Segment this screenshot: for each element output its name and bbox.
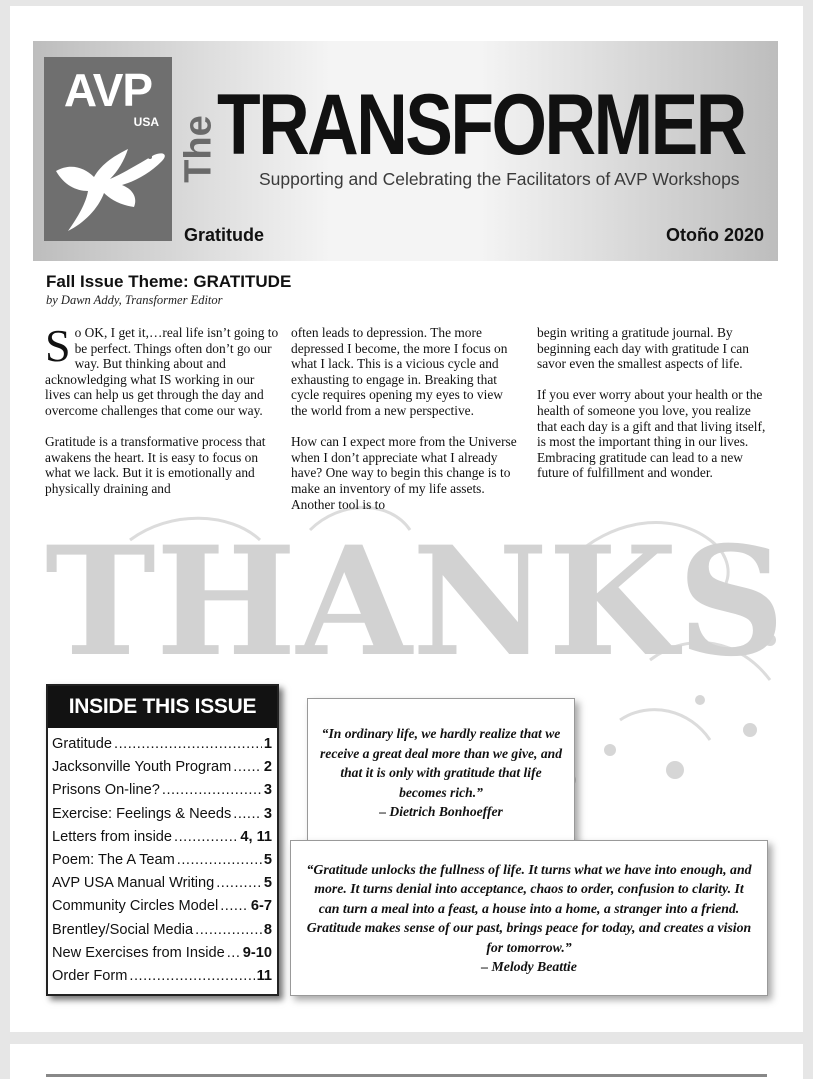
column-1-paragraph-2: Gratitude is a transformative process that awakens the heart. It is easy to focus on what we lack. But it is emotionally and physically draining and — [45, 434, 266, 496]
quote-1-author: – Dietrich Bonhoeffer — [379, 804, 503, 820]
avp-usa-logo — [44, 57, 172, 241]
masthead — [33, 41, 778, 261]
the-word-vertical — [177, 99, 220, 199]
column-3-paragraph-2: If you ever worry about your health or the health of someone you love, you realize that each day is a gift and that living itself, is most the important thing in our lives. Embracing gratitude can lead to a new future of fulfillment and wonder. — [537, 387, 766, 481]
toc-item-label: Poem: The A Team — [52, 851, 175, 868]
toc-leader-dots — [227, 945, 241, 961]
toc-leader-dots — [114, 736, 262, 752]
toc-item-page: 5 — [263, 851, 272, 868]
article-headline: Fall Issue Theme: GRATITUDE — [46, 272, 292, 291]
toc-item-label: Prisons On-line? — [52, 782, 160, 799]
toc-item-label: Exercise: Feelings & Needs — [52, 805, 232, 822]
toc-item — [52, 759, 272, 782]
issue-theme: Gratitude — [184, 225, 265, 245]
toc-item — [52, 736, 272, 759]
toc-leader-dots — [233, 759, 262, 775]
article-byline: by Dawn Addy, Transformer Editor — [46, 293, 223, 307]
toc-item — [52, 782, 272, 805]
toc-item-page: 2 — [263, 759, 272, 776]
inside-heading: INSIDE THIS ISSUE — [48, 686, 277, 728]
toc-item — [52, 968, 272, 991]
article-column-1 — [45, 320, 281, 512]
toc-leader-dots — [233, 806, 262, 822]
toc-leader-dots — [195, 922, 262, 938]
toc-item — [52, 875, 272, 898]
toc-leader-dots — [174, 829, 238, 845]
toc-item-page: 8 — [263, 921, 272, 938]
toc-item — [52, 829, 272, 852]
the-word-text: The — [177, 115, 220, 183]
newsletter-title: TRANSFORMER — [217, 77, 745, 173]
toc-leader-dots — [129, 968, 254, 984]
toc-item-page: 3 — [263, 782, 272, 799]
thanks-background-word — [30, 530, 800, 670]
toc-item-page: 11 — [256, 967, 272, 984]
quote-beattie — [290, 840, 768, 996]
toc-item-page: 4, 11 — [240, 828, 272, 845]
toc-item-label: Order Form — [52, 967, 128, 984]
newsletter-subtitle: Supporting and Celebrating the Facilitators of AVP Workshops — [259, 169, 740, 189]
toc-item — [52, 898, 272, 921]
dove-icon — [50, 133, 168, 239]
toc-item-label: Jacksonville Youth Program — [52, 759, 232, 776]
quote-2-text: “Gratitude unlocks the fullness of life. It turns what we have into enough, and more. It turns denial into acceptance, chaos to order, confusion to clarity. It can turn a meal into a feast, a house into a home, a stranger into a friend. Gratitude makes sense of our past, brings peace for today, and creates a vision for tomorrow.” — [306, 861, 752, 955]
toc-item — [52, 806, 272, 829]
toc-item-label: New Exercises from Inside — [52, 944, 225, 961]
inside-this-issue-box — [46, 684, 279, 996]
next-page-rule — [46, 1074, 767, 1077]
toc-item-page: 3 — [263, 805, 272, 822]
logo-avp-text: AVP — [63, 64, 153, 116]
toc-item-label: Gratitude — [52, 736, 113, 752]
toc-leader-dots — [177, 852, 262, 868]
column-3-paragraph-1: begin writing a gratitude journal. By beginning each day with gratitude I can savor even the smallest aspects of life. — [537, 325, 749, 372]
toc-item-page: 9-10 — [242, 944, 272, 961]
toc-item — [52, 922, 272, 945]
toc-item-label: Brentley/Social Media — [52, 921, 194, 938]
quote-1-text: “In ordinary life, we hardly realize that we receive a great deal more than we give, and that it is only with gratitude that life becomes rich.” — [320, 726, 562, 800]
column-2-paragraph-1: often leads to depression. The more depressed I become, the more I focus on what I lack. This is a vicious cycle and exhausting to engage in. Breaking that cycle requires opening my eyes to view the world from a new perspective. — [291, 325, 508, 418]
article-column-2 — [291, 325, 521, 528]
toc-item-label: AVP USA Manual Writing — [52, 875, 215, 892]
quote-bonhoeffer — [307, 698, 575, 848]
logo-usa-text: USA — [133, 115, 159, 129]
toc-leader-dots — [162, 782, 262, 798]
thanks-word: THANKS — [45, 530, 785, 670]
issue-date: Otoño 2020 — [665, 225, 764, 245]
toc-item-page: 6-7 — [250, 898, 272, 915]
toc-item-label: Letters from inside — [52, 828, 173, 845]
article-column-3 — [537, 325, 767, 497]
toc-item-label: Community Circles Model — [52, 898, 219, 915]
toc-leader-dots — [216, 875, 262, 891]
quote-2-author: – Melody Beattie — [481, 959, 577, 974]
toc-item — [52, 945, 272, 968]
toc-item — [52, 852, 272, 875]
next-page-edge — [10, 1044, 803, 1079]
column-2-paragraph-2: How can I expect more from the Universe when I don’t appreciate what I already have? One way to begin this change is to make an inventory of my life assets. Another tool is to — [291, 434, 517, 512]
toc-item-page: 5 — [263, 875, 272, 892]
toc-leader-dots — [220, 898, 249, 914]
drop-cap: S — [45, 320, 71, 371]
inside-list — [48, 728, 277, 991]
toc-item-page: 1 — [263, 736, 272, 752]
column-1-paragraph-1: o OK, I get it,…real life isn’t going to be perfect. Things often don’t go our way. But thinking about and acknowledging what IS working in our lives can help us get through the day and overcome challenges that come our way. — [45, 325, 279, 418]
